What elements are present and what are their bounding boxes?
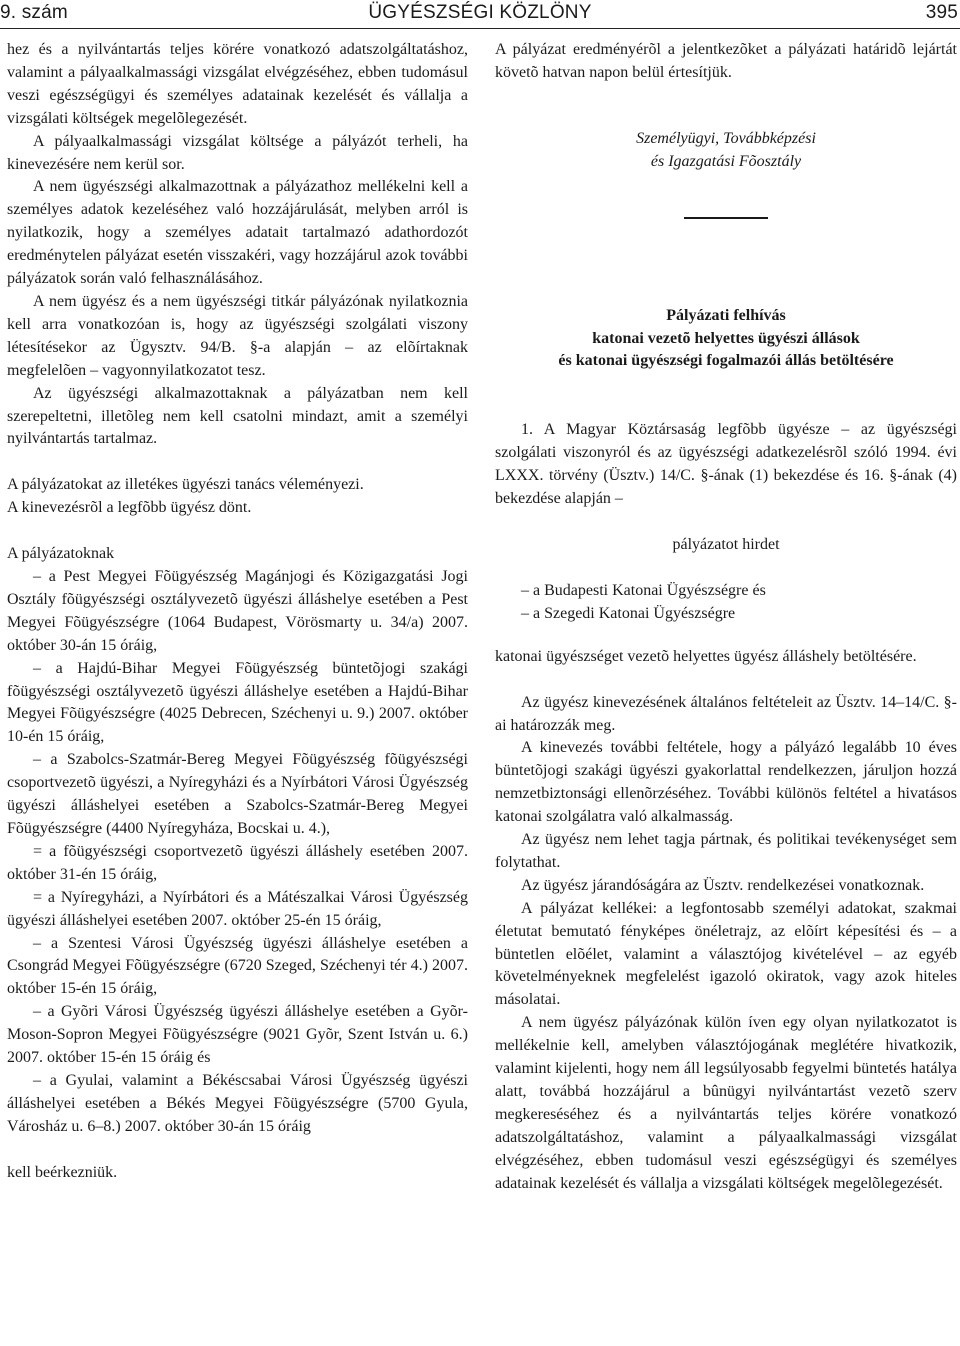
header-rule	[0, 28, 960, 29]
section-separator	[684, 217, 768, 219]
left-column	[7, 39, 468, 1185]
list-item: – a Szentesi Városi Ügyészség ügyészi álláshelye esetében a Csongrád Megyei Fõügyészségre (6720 Szeged, Széchenyi tér 4.) 2007. október 15-én 15 óráig,	[7, 934, 468, 998]
paragraph: A kinevezés további feltétele, hogy a pályázó legalább 10 éves büntetõjogi szakági ügyészi gyakorlattal rendelkezzen, járuljon hozzá nemzetbiztonsági ellenõrzéséhez. További különös feltétel a hivatásos katonai szolgálatra való alkalmasság.	[495, 739, 957, 826]
list-item: = a fõügyészségi csoportvezetõ ügyészi álláshely esetében 2007. október 31-én 15 óráig,	[7, 842, 468, 883]
list-item: – a Hajdú-Bihar Megyei Fõügyészség büntetõjogi szakági fõügyészségi osztályvezetõ ügyészi álláshelye esetében a Hajdú-Bihar Megyei Fõügyészségre (4025 Debrecen, Széchenyi u. 9.) 2007. október 10-én 15 óráig,	[7, 659, 468, 746]
issue-number: 9. szám	[0, 2, 68, 23]
paragraph: 1. A Magyar Köztársaság legfõbb ügyésze – az ügyészségi szolgálati viszonyról és az ügyészségi adatkezelésrõl szóló 1994. évi LXXX. törvény (Üsztv.) 14/C. §-ának (1) bekezdése és 16. §-ának (4) bekezdése alapján –	[495, 421, 957, 508]
paragraph: Az ügyész járandóságára az Üsztv. rendelkezései vonatkoznak.	[521, 876, 925, 894]
paragraph: A nem ügyész pályázónak külön íven egy olyan nyilatkozatot is mellékelnie kell, amelyben választójogának meglétére hivatkozik, valamint kijelenti, hogy nem áll legsúlyosabb fegyelmi büntetés hatálya alatt, továbbá hozzájárul a bûnügyi nyilvántartást vezetõ szerv megkereséséhez és a nyilvántartás teljes körére vonatkozó adatszolgáltatáshoz, valamint a pályaalkalmassági vizsgálat elvégzéséhez, ebben tudomásul veszi egészségügyi és személyes adatainak kezelését és vállalja a vizsgálati költségek megelõlegezését.	[495, 1014, 957, 1192]
paragraph: pályázatot hirdet	[672, 535, 780, 553]
section-title: és katonai ügyészségi fogalmazói állás betöltésére	[558, 352, 894, 370]
paragraph: hez és a nyilvántartás teljes körére vonatkozó adatszolgáltatáshoz, valamint a pályaalkalmassági vizsgálat elvégzéséhez, ebben tudomásul veszi egészségügyi és személyes adatainak kezelését és vállalja a vizsgálati költségek megelõlegezését.	[7, 41, 468, 127]
signature-line: és Igazgatási Fõosztály	[650, 152, 802, 170]
paragraph: A pályázat eredményérõl a jelentkezõket a pályázati határidõ lejártát követõ hatvan napon belül értesítjük.	[495, 41, 957, 81]
signature-line: Személyügyi, Továbbképzési	[636, 129, 816, 147]
paragraph: katonai ügyészséget vezetõ helyettes ügyész álláshely betöltésére.	[495, 647, 917, 665]
paragraph: A kinevezésrõl a legfõbb ügyész dönt.	[7, 499, 252, 517]
section-title: katonai vezetõ helyettes ügyészi állások	[592, 329, 860, 347]
page-number: 395	[925, 2, 958, 23]
paragraph: A nem ügyészségi alkalmazottnak a pályázathoz mellékelni kell a személyes adatok kezeléséhez való hozzájárulását, melyben arról is nyilatkozik, hogy a személyes adatait tartalmazó adathordozót eredménytelen pályázat esetén visszakéri, vagy hozzájárul azok további pályázatok során való felhasználásához.	[7, 178, 468, 288]
paragraph: A pályaalkalmassági vizsgálat költsége a pályázót terheli, ha kinevezésére nem kerül sor.	[7, 132, 468, 173]
paragraph: A nem ügyész és a nem ügyészségi titkár pályázónak nyilatkoznia kell arra vonatkozóan is, hogy az ügyészségi szolgálati viszony létesítésekor az Ügysztv. 94/B. §-a alapján – az elõírtaknak megfelelõen – vagyonnyilatkozatot tesz.	[7, 292, 468, 379]
list-item: – a Budapesti Katonai Ügyészségre és	[521, 581, 766, 599]
paragraph: Az ügyészségi alkalmazottaknak a pályázatban nem kell szerepeltetni, illetõleg nem kell csatolni mindazt, amit a személyi nyilvántartás tartalmaz.	[7, 384, 468, 448]
list-item: – a Gyõri Városi Ügyészség ügyészi álláshelye esetében a Gyõr-Moson-Sopron Megyei Fõügyészségre (9021 Gyõr, Szent István u. 6.) 2007. október 15-én 15 óráig és	[7, 1003, 468, 1067]
right-column	[495, 39, 957, 1196]
paragraph: kell beérkezniük.	[7, 1163, 118, 1181]
paragraph: Az ügyész nem lehet tagja pártnak, és politikai tevékenységet sem folytathat.	[495, 831, 957, 871]
journal-title: ÜGYÉSZSÉGI KÖZLÖNY	[368, 2, 592, 23]
paragraph: A pályázat kellékei: a legfontosabb személyi adatokat, szakmai életutat bemutató fényképes önéletrajz, az elõírt képesítési és – a büntetlen elõélet, valamint a választójog kivételével – az egyéb követelményeknek megfelelést igazoló okiratok, vagy azok hiteles másolatai.	[495, 899, 957, 1009]
paragraph: A pályázatokat az illetékes ügyészi tanács véleményezi.	[7, 476, 364, 494]
page-header	[0, 0, 960, 30]
list-item: – a Pest Megyei Fõügyészség Magánjogi és Közigazgatási Jogi Osztály fõügyészségi osztályvezetõ ügyészi álláshelye esetében a Pest Megyei Fõügyészségre (1064 Budapest, Vörösmarty u. 34/a) 2007. október 30-án 15 óráig,	[7, 568, 468, 654]
list-item: – a Szegedi Katonai Ügyészségre	[521, 604, 736, 622]
list-item: = a Nyíregyházi, a Nyírbátori és a Mátészalkai Városi Ügyészség ügyészi álláshelyei esetében 2007. október 25-én 15 óráig,	[7, 888, 468, 929]
paragraph: Az ügyész kinevezésének általános feltételeit az Üsztv. 14–14/C. §-ai határozzák meg.	[495, 693, 957, 734]
list-item: – a Gyulai, valamint a Békéscsabai Városi Ügyészség ügyészi álláshelyei esetében a Békés Megyei Fõügyészségre (5700 Gyula, Városház u. 6–8.) 2007. október 30-án 15 óráig	[7, 1071, 468, 1135]
paragraph: A pályázatoknak	[7, 545, 115, 563]
section-title: Pályázati felhívás	[666, 306, 786, 324]
list-item: – a Szabolcs-Szatmár-Bereg Megyei Fõügyészség fõügyészségi csoportvezetõ ügyészi, a Nyíregyházi és a Nyírbátori Városi Ügyészség ügyészi álláshelyei esetében a Szabolcs-Szatmár-Bereg Megyei Fõügyészségre (4400 Nyíregyháza, Bocskai u. 4.),	[7, 751, 468, 837]
